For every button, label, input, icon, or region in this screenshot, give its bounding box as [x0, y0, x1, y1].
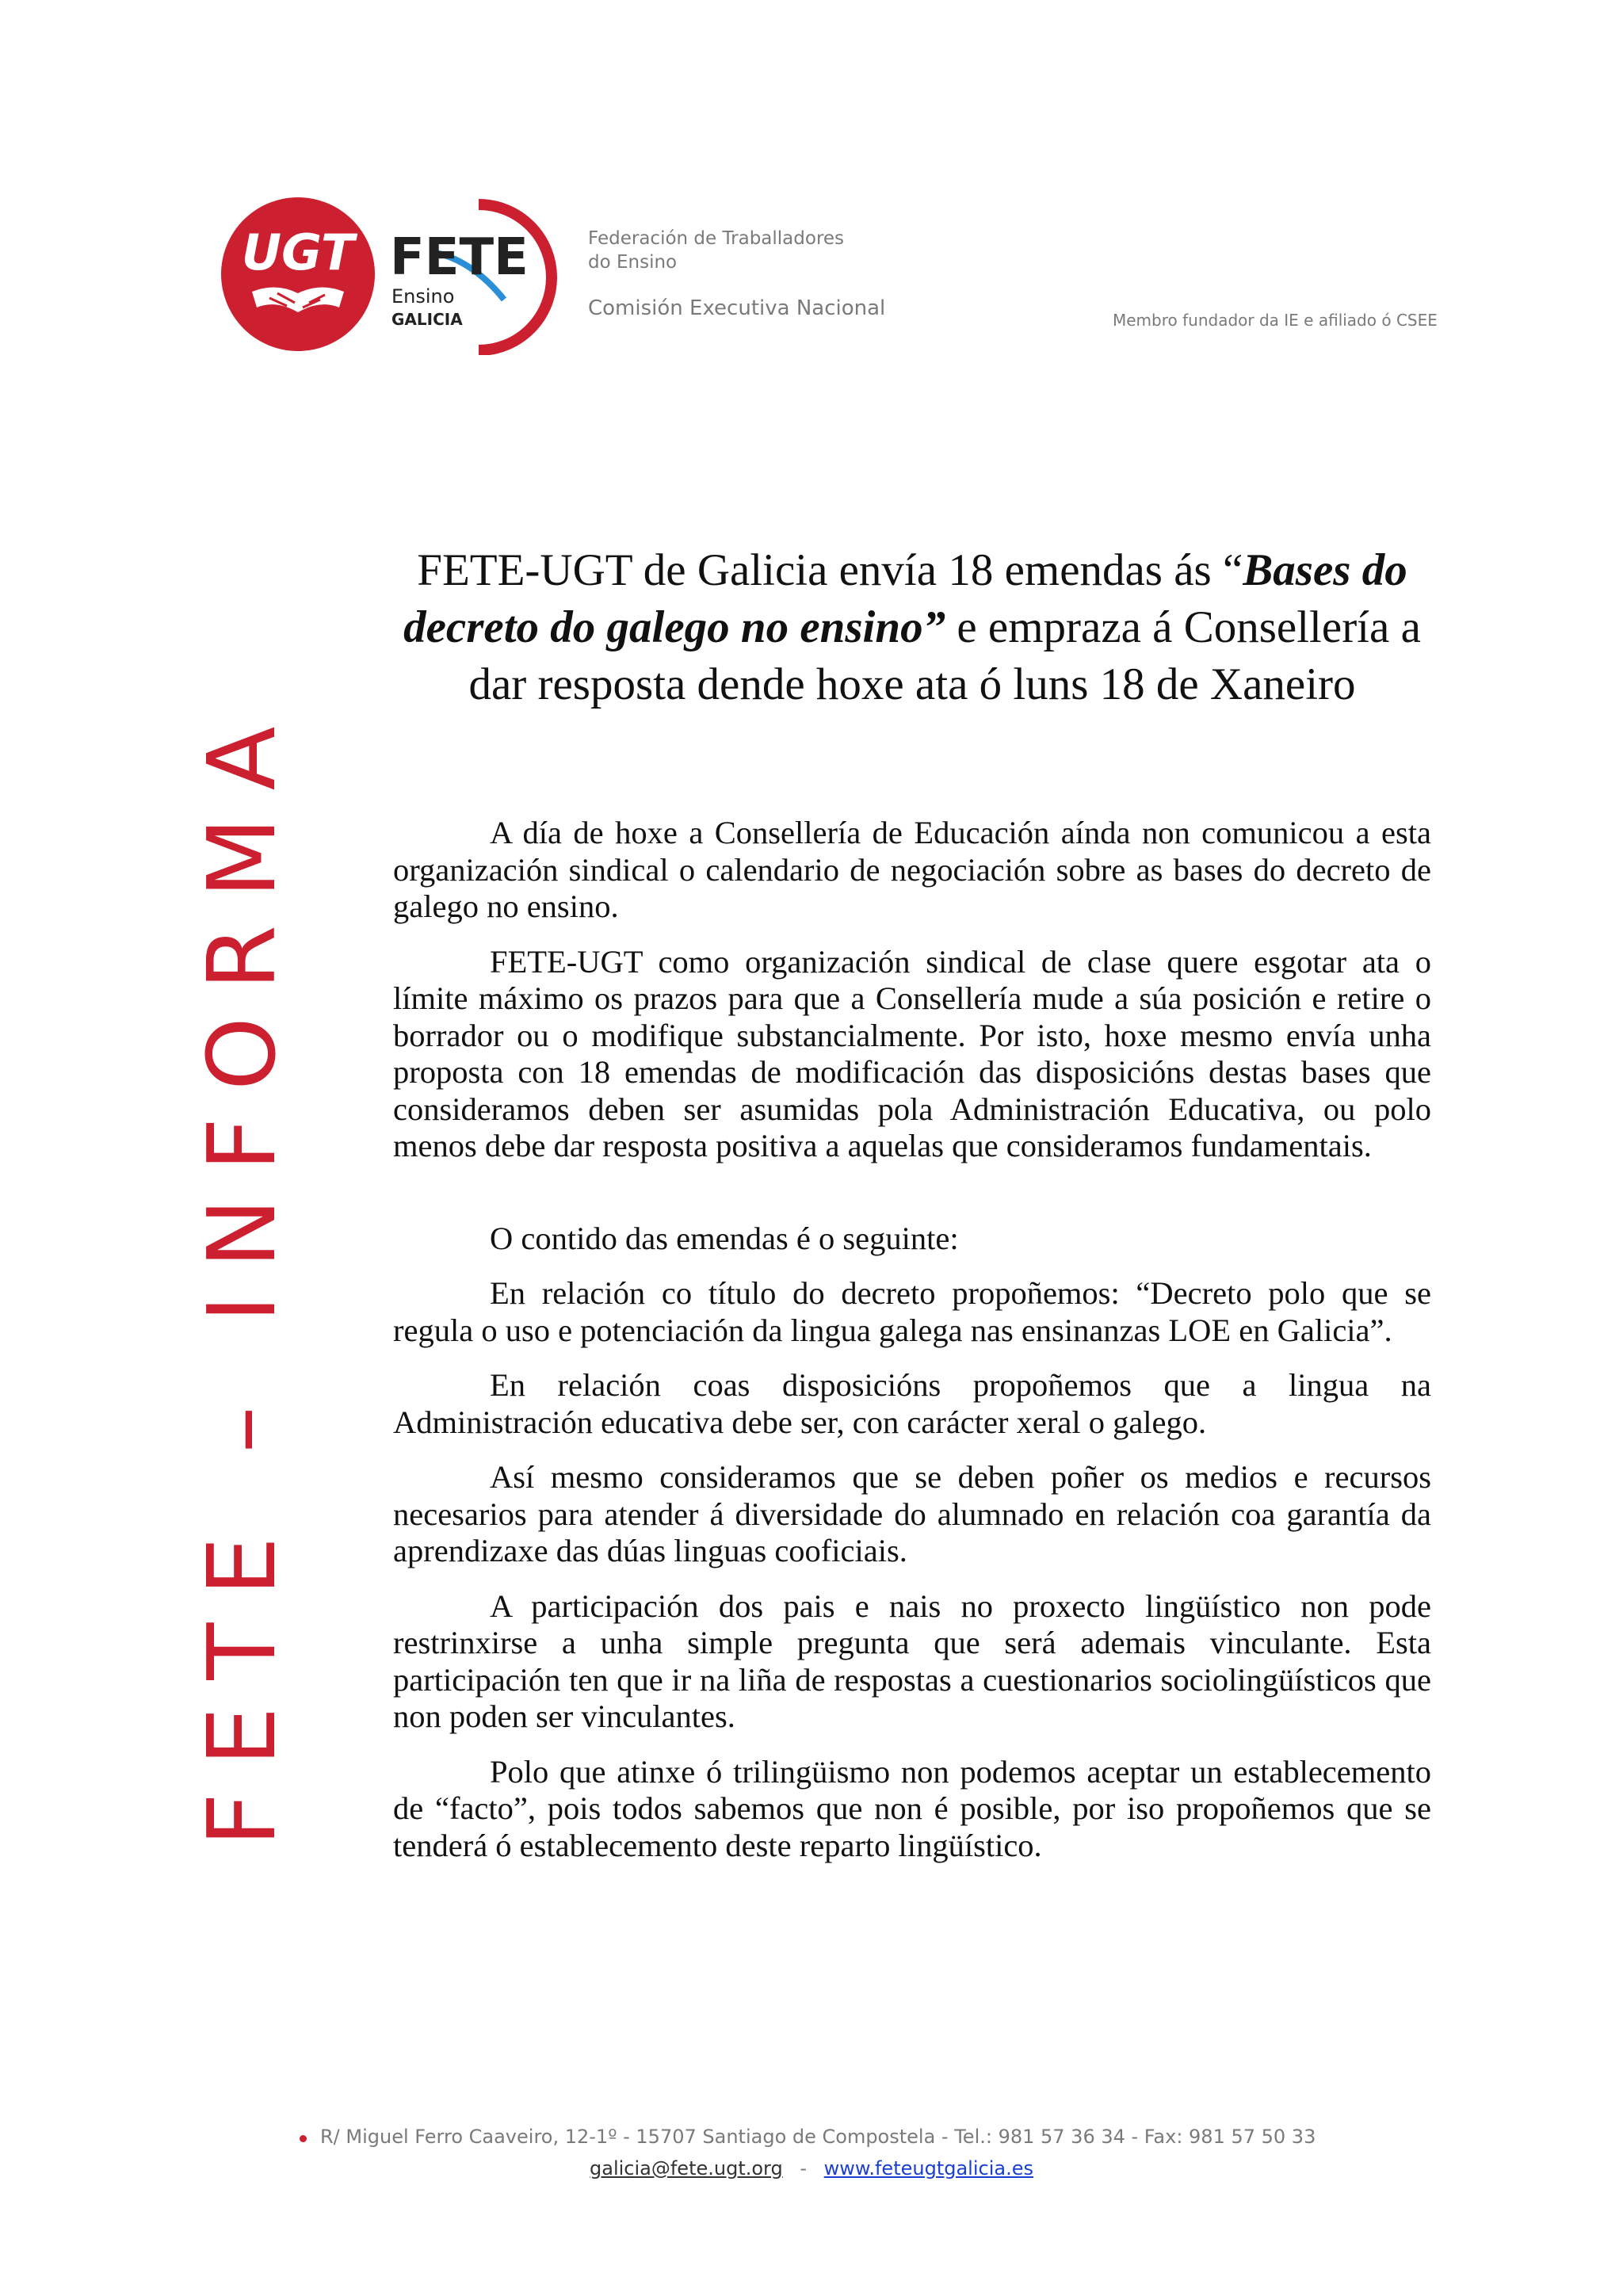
footer-links [0, 2157, 1623, 2179]
svg-text:GALICIA: GALICIA [391, 310, 463, 329]
svg-text:FETE: FETE [390, 228, 529, 287]
paragraph: Así mesmo consideramos que se deben poñer os medios e recursos necesarios para atender á diversidade do alumnado en relación coa garantía da aprendizaxe das dúas linguas cooficiais. [393, 1459, 1431, 1568]
paragraph: En relación coas disposicións propoñemos que a lingua na Administración educativa debe ser, con carácter xeral o galego. [393, 1367, 1431, 1440]
federation-name-line2: do Ensino [588, 252, 678, 273]
paragraph: FETE-UGT como organización sindical de clase quere esgotar ata o límite máximo os prazos para que a Consellería mude a súa posición e retire o borrador ou o modifique substancialmente. Por isto, hoxe mesmo envía unha proposta con 18 emendas de modificación das disposicións destas bases que consideramos deben ser asumidas pola Administración Educativa, ou polo menos debe dar resposta positiva a aquelas que consideramos fundamentais. [393, 943, 1431, 1163]
fete-ensino-galicia-logo [385, 197, 567, 355]
paragraph: Polo que atinxe ó trilingüismo non podemos aceptar un establecemento de “facto”, pois todos sabemos que non é posible, por iso propoñemos que se tenderá ó establecemento deste reparto lingüístico. [393, 1753, 1431, 1863]
document-body [393, 815, 1431, 1882]
footer-website-link[interactable]: www.feteugtgalicia.es [823, 2157, 1033, 2179]
side-banner-fete-informa: FETE – INFORMA [187, 699, 296, 1847]
title-part2: e empraza á Consellería a dar resposta dende hoxe ata ó luns 18 de Xaneiro [468, 602, 1421, 709]
title-part1: FETE-UGT de Galicia envía 18 emendas ás “ [417, 545, 1243, 595]
title-emphasis: Bases do decreto do galego no ensino” [403, 545, 1407, 652]
footer-separator: - [800, 2157, 808, 2179]
commission-name: Comisión Executiva Nacional [588, 296, 886, 320]
federation-name-line1: Federación de Traballadores [588, 228, 845, 249]
svg-text:Ensino: Ensino [391, 285, 455, 308]
paragraph: O contido das emendas é o seguinte: [490, 1220, 959, 1256]
footer-bullet [300, 2135, 307, 2142]
ugt-logo [220, 197, 376, 352]
member-note: Membro fundador da IE e afiliado ó CSEE [1113, 311, 1438, 330]
svg-text:UGT: UGT [241, 223, 355, 281]
footer-email-link[interactable]: galicia@fete.ugt.org [590, 2157, 783, 2179]
page-title [388, 542, 1436, 713]
paragraph: A participación dos pais e nais no proxecto lingüístico non pode restrinxirse a unha simple pregunta que será ademais vinculante. Esta participación ten que ir na liña de respostas a cuestionarios sociolingüísticos que non poden ser vinculantes. [393, 1587, 1431, 1734]
paragraph: A día de hoxe a Consellería de Educación aínda non comunicou a esta organización sindical o calendario de negociación sobre as bases do decreto de galego no ensino. [393, 815, 1431, 924]
footer-address: R/ Miguel Ferro Caaveiro, 12-1º - 15707 Santiago de Compostela - Tel.: 981 57 36 34 - Fax: 981 57 50 33 [320, 2126, 1316, 2148]
paragraph: En relación co título do decreto propoñemos: “Decreto polo que se regula o uso e potenciación da lingua galega nas ensinanzas LOE en Galicia”. [393, 1275, 1431, 1348]
